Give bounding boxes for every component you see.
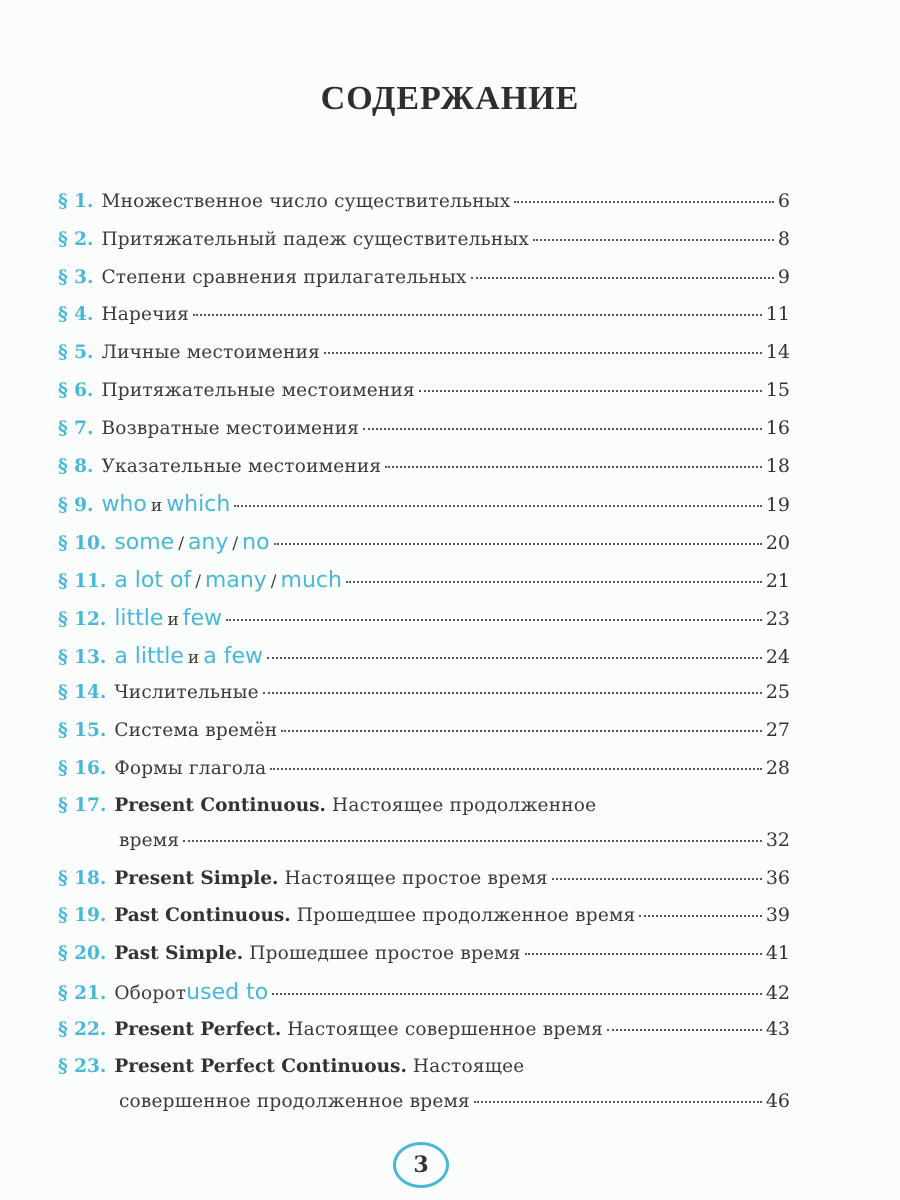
entry-title: Наречия [101,304,190,326]
dot-leader [474,1101,762,1103]
toc-entry[interactable] [58,942,790,980]
dot-leader [274,543,762,545]
toc-entry[interactable] [58,867,790,905]
entry-page: 32 [765,828,790,851]
toc-entry[interactable] [58,795,790,829]
tense-name: Present Simple. [114,867,279,889]
english-term: who [101,492,147,518]
dot-leader [419,390,762,392]
entry-title: Множественное число существительных [101,191,511,212]
entry-title: Прошедшее простое время [249,943,521,965]
entry-page: 11 [765,303,790,326]
dot-leader [234,505,762,507]
entry-page: 23 [765,607,790,630]
toc-entry[interactable] [58,303,790,341]
tense-name: Past Simple. [114,943,244,965]
entry-page: 14 [765,341,790,364]
toc-entry[interactable] [58,417,790,455]
section-number: § 17. [58,794,107,816]
toc-entry[interactable] [58,681,790,719]
section-number: § 21. [58,982,107,1004]
section-number: § 19. [58,905,107,927]
section-number: § 14. [58,682,107,704]
english-term: little [114,605,164,631]
entry-page: 24 [765,645,790,668]
entry-title: Настоящее [412,1055,525,1077]
entry-title: Числительные [114,682,259,704]
entry-page: 46 [765,1089,790,1112]
english-term: few [182,605,223,631]
toc-entry[interactable] [58,530,790,568]
english-term: used to [186,979,269,1005]
section-number: § 20. [58,943,107,965]
english-term: which [166,492,231,518]
section-number: § 5. [58,342,94,364]
english-term: a little [114,643,184,669]
page-title: СОДЕРЖАНИЕ [320,80,580,117]
english-term: a few [203,643,264,669]
dot-leader [346,581,762,583]
entry-title-continuation: время [119,829,180,851]
toc-entry[interactable] [58,455,790,493]
entry-page: 6 [777,190,790,212]
entry-page: 39 [765,904,790,927]
dot-leader [639,915,761,917]
term-separator: / [195,571,201,592]
dot-leader [324,352,762,354]
toc-entry[interactable] [58,719,790,757]
entry-title: Притяжательные местоимения [101,379,415,401]
toc-entry[interactable] [58,904,790,942]
dot-leader [270,768,761,770]
section-number: § 9. [58,495,94,517]
term-separator: и [187,647,200,668]
section-number: § 22. [58,1018,107,1040]
toc-entry[interactable] [58,1056,790,1090]
section-number: § 4. [58,304,94,326]
english-term: many [204,567,267,593]
dot-leader [471,277,774,279]
entry-title: Настоящее продолженное [332,794,597,816]
entry-title: Система времён [114,720,278,742]
tense-name: Present Perfect Continuous. [114,1055,407,1077]
entry-page: 21 [765,569,790,592]
page-number: 3 [393,1142,449,1188]
entry-page: 16 [765,416,790,439]
dot-leader [385,466,762,468]
entry-title: Возвратные местоимения [101,417,360,439]
toc-entry[interactable] [58,568,790,606]
term-separator: и [167,609,179,630]
tense-name: Past Continuous. [114,905,291,927]
dot-leader [263,692,762,694]
entry-title: Степени сравнения прилагательных [101,266,467,288]
entry-title: Формы глагола [114,757,267,779]
entry-title: Личные местоимения [101,342,320,364]
section-number: § 1. [58,191,94,212]
toc-entry[interactable] [58,757,790,795]
entry-page: 28 [765,756,790,779]
english-term: much [280,567,342,593]
section-number: § 6. [58,379,94,401]
entry-title-continuation: совершенное продолженное время [119,1090,470,1112]
dot-leader [183,840,762,842]
section-number: § 15. [58,720,107,742]
section-number: § 18. [58,867,107,889]
entry-page: 9 [777,265,790,288]
toc-entry-continuation[interactable] [58,829,790,867]
entry-page: 42 [765,981,790,1004]
term-separator: и [150,496,163,517]
dot-leader [193,314,762,316]
entry-title: Оборот [114,982,187,1004]
term-separator: / [270,571,277,592]
entry-page: 20 [765,532,790,555]
toc-entry-continuation[interactable] [58,1090,790,1128]
section-number: § 7. [58,417,94,439]
section-number: § 2. [58,228,94,250]
entry-page: 27 [765,719,790,742]
tense-name: Present Perfect. [114,1018,282,1040]
dot-leader [607,1029,762,1031]
toc-entry[interactable] [58,1018,790,1056]
dot-leader [267,657,762,659]
entry-title: Настоящее простое время [284,867,548,889]
dot-leader [363,428,762,430]
tense-name: Present Continuous. [114,794,326,816]
dot-leader [552,878,762,880]
toc-entry[interactable] [58,228,790,266]
entry-title: Указательные местоимения [101,455,382,477]
entry-title: Прошедшее продолженное время [296,905,636,927]
english-term: a lot of [114,567,192,593]
toc-entry[interactable] [58,644,790,682]
entry-page: 36 [765,866,790,889]
toc-entry[interactable] [58,379,790,417]
toc-entry[interactable] [58,266,790,304]
entry-page: 25 [765,681,790,704]
toc-entry[interactable] [58,492,790,530]
dot-leader [281,730,761,732]
toc-entry[interactable] [58,980,790,1018]
section-number: § 12. [58,608,107,630]
dot-leader [525,953,762,955]
section-number: § 13. [58,646,107,668]
entry-title: Настоящее совершенное время [287,1018,603,1040]
english-term: any [187,530,229,556]
section-number: § 8. [58,455,94,477]
entry-page: 15 [765,378,790,401]
toc-entry[interactable] [58,341,790,379]
english-term: some [114,530,175,556]
section-number: § 11. [58,570,107,592]
entry-page: 19 [765,494,790,517]
dot-leader [533,239,774,241]
dot-leader [272,993,762,995]
section-number: § 3. [58,266,94,288]
section-number: § 16. [58,757,107,779]
entry-page: 41 [765,942,790,965]
term-separator: / [178,534,184,555]
entry-page: 18 [765,454,790,477]
entry-title: Притяжательный падеж существительных [101,228,529,250]
entry-page: 8 [777,227,790,250]
section-number: § 23. [58,1055,107,1077]
entry-page: 43 [765,1017,790,1040]
dot-leader [226,619,762,621]
toc-entry[interactable] [58,606,790,644]
toc-entry[interactable] [58,190,790,228]
term-separator: / [232,534,239,555]
table-of-contents [58,190,790,1127]
dot-leader [514,201,774,203]
english-term: no [242,530,270,556]
section-number: § 10. [58,533,107,555]
